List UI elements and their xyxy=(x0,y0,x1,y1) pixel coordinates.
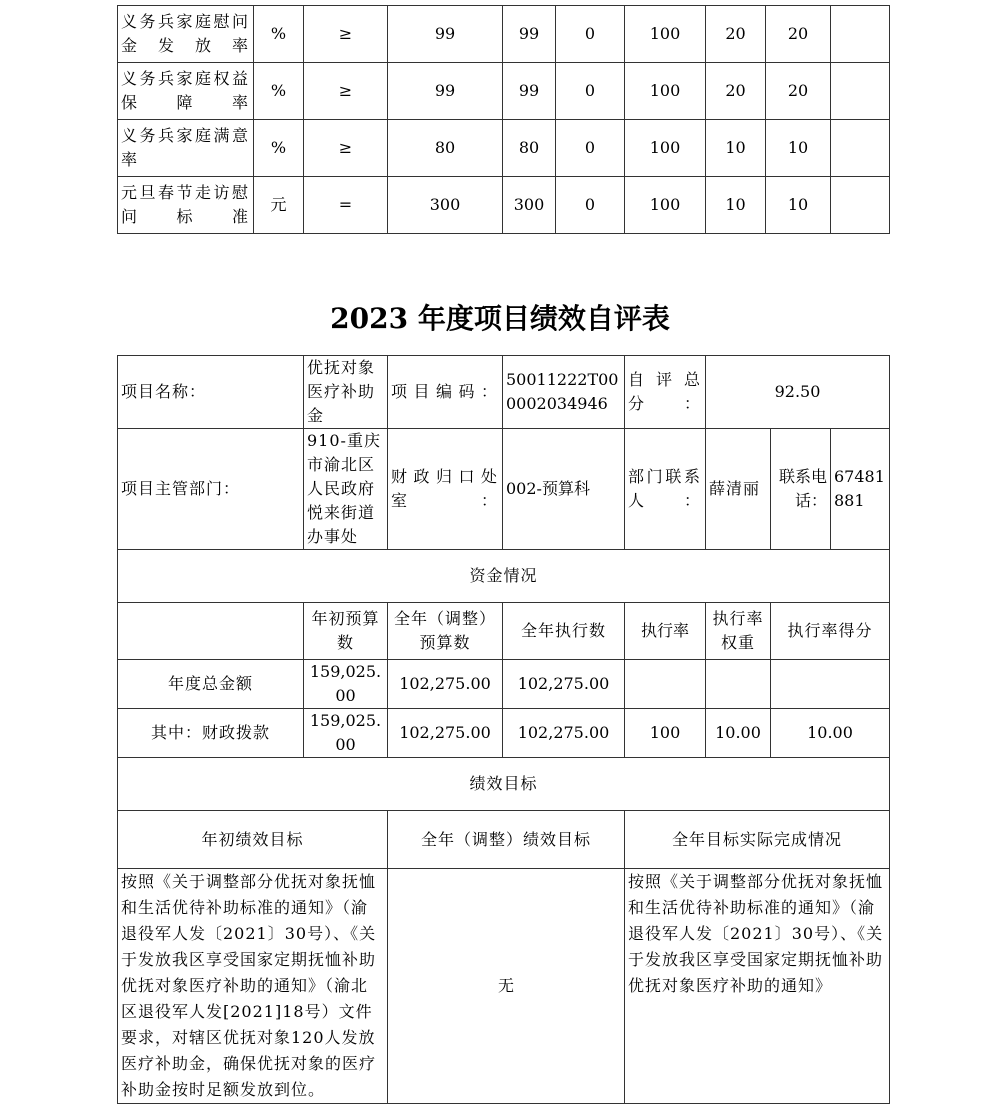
indicator-score: 10 xyxy=(766,120,831,177)
phone-label: 联系电话： xyxy=(771,429,831,550)
project-name-value: 优抚对象医疗补助金 xyxy=(304,356,388,429)
indicator-unit: % xyxy=(254,120,304,177)
funds-row-label: 年度总金额 xyxy=(118,660,304,709)
indicator-operator: = xyxy=(304,177,388,234)
evaluation-table xyxy=(117,355,890,1104)
indicator-target: 300 xyxy=(388,177,503,234)
indicator-target: 99 xyxy=(388,6,503,63)
funds-header-score: 执行率得分 xyxy=(771,603,890,660)
goals-header-actual: 全年目标实际完成情况 xyxy=(625,811,890,869)
funds-row-executed: 102,275.00 xyxy=(503,709,625,758)
indicator-row xyxy=(118,177,890,234)
indicator-extra xyxy=(831,63,890,120)
indicator-deviation: 0 xyxy=(556,6,625,63)
self-score-value: 92.50 xyxy=(706,356,890,429)
self-score-label: 自评总分： xyxy=(625,356,706,429)
goals-initial-text: 按照《关于调整部分优抚对象抚恤和生活优待补助标准的通知》（渝退役军人发〔2021〕30号）、《关于发放我区享受国家定期抚恤补助优抚对象医疗补助的通知》（渝北区退役军人发[2021]18号）文件要求，对辖区优抚对象120人发放医疗补助金，确保优抚对象的医疗补助金按时足额发放到位。 xyxy=(118,869,388,1104)
funds-row-budget: 159,025.00 xyxy=(304,660,388,709)
funds-row-weight xyxy=(706,660,771,709)
indicator-extra xyxy=(831,177,890,234)
funds-row xyxy=(118,660,890,709)
goals-actual-text: 按照《关于调整部分优抚对象抚恤和生活优待补助标准的通知》（渝退役军人发〔2021〕30号）、《关于发放我区享受国家定期抚恤补助优抚对象医疗补助的通知》 xyxy=(625,869,890,1104)
funds-row-adjusted: 102,275.00 xyxy=(388,709,503,758)
project-name-label: 项目名称： xyxy=(118,356,304,429)
indicator-extra xyxy=(831,120,890,177)
finance-office-label: 财政归口处室： xyxy=(388,429,503,550)
indicator-unit: % xyxy=(254,63,304,120)
indicator-actual: 300 xyxy=(503,177,556,234)
funds-header-weight: 执行率权重 xyxy=(706,603,771,660)
contact-label: 部门联系人： xyxy=(625,429,706,550)
indicator-deviation: 0 xyxy=(556,63,625,120)
indicator-completion: 100 xyxy=(625,63,706,120)
indicator-target: 80 xyxy=(388,120,503,177)
funds-row-executed: 102,275.00 xyxy=(503,660,625,709)
goals-section-title: 绩效目标 xyxy=(118,758,890,811)
funds-section-title: 资金情况 xyxy=(118,550,890,603)
indicator-score: 20 xyxy=(766,63,831,120)
funds-header-rate: 执行率 xyxy=(625,603,706,660)
indicator-deviation: 0 xyxy=(556,120,625,177)
indicator-actual: 99 xyxy=(503,6,556,63)
indicator-name: 义务兵家庭满意率 xyxy=(118,120,254,177)
indicator-table xyxy=(117,5,890,234)
indicator-name: 元旦春节走访慰问标准 xyxy=(118,177,254,234)
page-title: 2023 年度项目绩效自评表 xyxy=(330,302,670,335)
goals-adjusted-text: 无 xyxy=(388,869,625,1104)
project-code-label: 项目编码： xyxy=(388,356,503,429)
funds-row-adjusted: 102,275.00 xyxy=(388,660,503,709)
funds-row-rate: 100 xyxy=(625,709,706,758)
funds-header-blank xyxy=(118,603,304,660)
indicator-weight: 10 xyxy=(706,177,766,234)
funds-row-weight: 10.00 xyxy=(706,709,771,758)
indicator-target: 99 xyxy=(388,63,503,120)
funds-row-rate xyxy=(625,660,706,709)
project-code-value: 50011222T000002034946 xyxy=(503,356,625,429)
indicator-row xyxy=(118,6,890,63)
funds-header-adjusted: 全年（调整）预算数 xyxy=(388,603,503,660)
department-label: 项目主管部门： xyxy=(118,429,304,550)
indicator-score: 10 xyxy=(766,177,831,234)
indicator-row xyxy=(118,120,890,177)
indicator-completion: 100 xyxy=(625,177,706,234)
department-row xyxy=(118,429,890,550)
indicator-operator: ≥ xyxy=(304,120,388,177)
indicator-completion: 100 xyxy=(625,120,706,177)
indicator-operator: ≥ xyxy=(304,6,388,63)
indicator-extra xyxy=(831,6,890,63)
phone-value: 67481881 xyxy=(831,429,890,550)
funds-row-budget: 159,025.00 xyxy=(304,709,388,758)
indicator-score: 20 xyxy=(766,6,831,63)
indicator-deviation: 0 xyxy=(556,177,625,234)
indicator-actual: 80 xyxy=(503,120,556,177)
contact-value: 薛清丽 xyxy=(706,429,771,550)
indicator-weight: 20 xyxy=(706,6,766,63)
funds-row-score: 10.00 xyxy=(771,709,890,758)
goals-content-row xyxy=(118,869,890,1104)
indicator-unit: 元 xyxy=(254,177,304,234)
department-value: 910-重庆市渝北区人民政府悦来街道办事处 xyxy=(304,429,388,550)
indicator-name: 义务兵家庭权益保障率 xyxy=(118,63,254,120)
funds-row-label: 其中：财政拨款 xyxy=(118,709,304,758)
finance-office-value: 002-预算科 xyxy=(503,429,625,550)
goals-header-row xyxy=(118,811,890,869)
indicator-name: 义务兵家庭慰问金发放率 xyxy=(118,6,254,63)
funds-header-row xyxy=(118,603,890,660)
indicator-completion: 100 xyxy=(625,6,706,63)
funds-row-score xyxy=(771,660,890,709)
goals-section-row xyxy=(118,758,890,811)
indicator-weight: 10 xyxy=(706,120,766,177)
indicator-operator: ≥ xyxy=(304,63,388,120)
goals-header-adjusted: 全年（调整）绩效目标 xyxy=(388,811,625,869)
funds-section-row xyxy=(118,550,890,603)
project-name-row xyxy=(118,356,890,429)
funds-header-budget: 年初预算数 xyxy=(304,603,388,660)
indicator-actual: 99 xyxy=(503,63,556,120)
funds-row xyxy=(118,709,890,758)
indicator-weight: 20 xyxy=(706,63,766,120)
indicator-row xyxy=(118,63,890,120)
goals-header-initial: 年初绩效目标 xyxy=(118,811,388,869)
indicator-unit: % xyxy=(254,6,304,63)
funds-header-executed: 全年执行数 xyxy=(503,603,625,660)
